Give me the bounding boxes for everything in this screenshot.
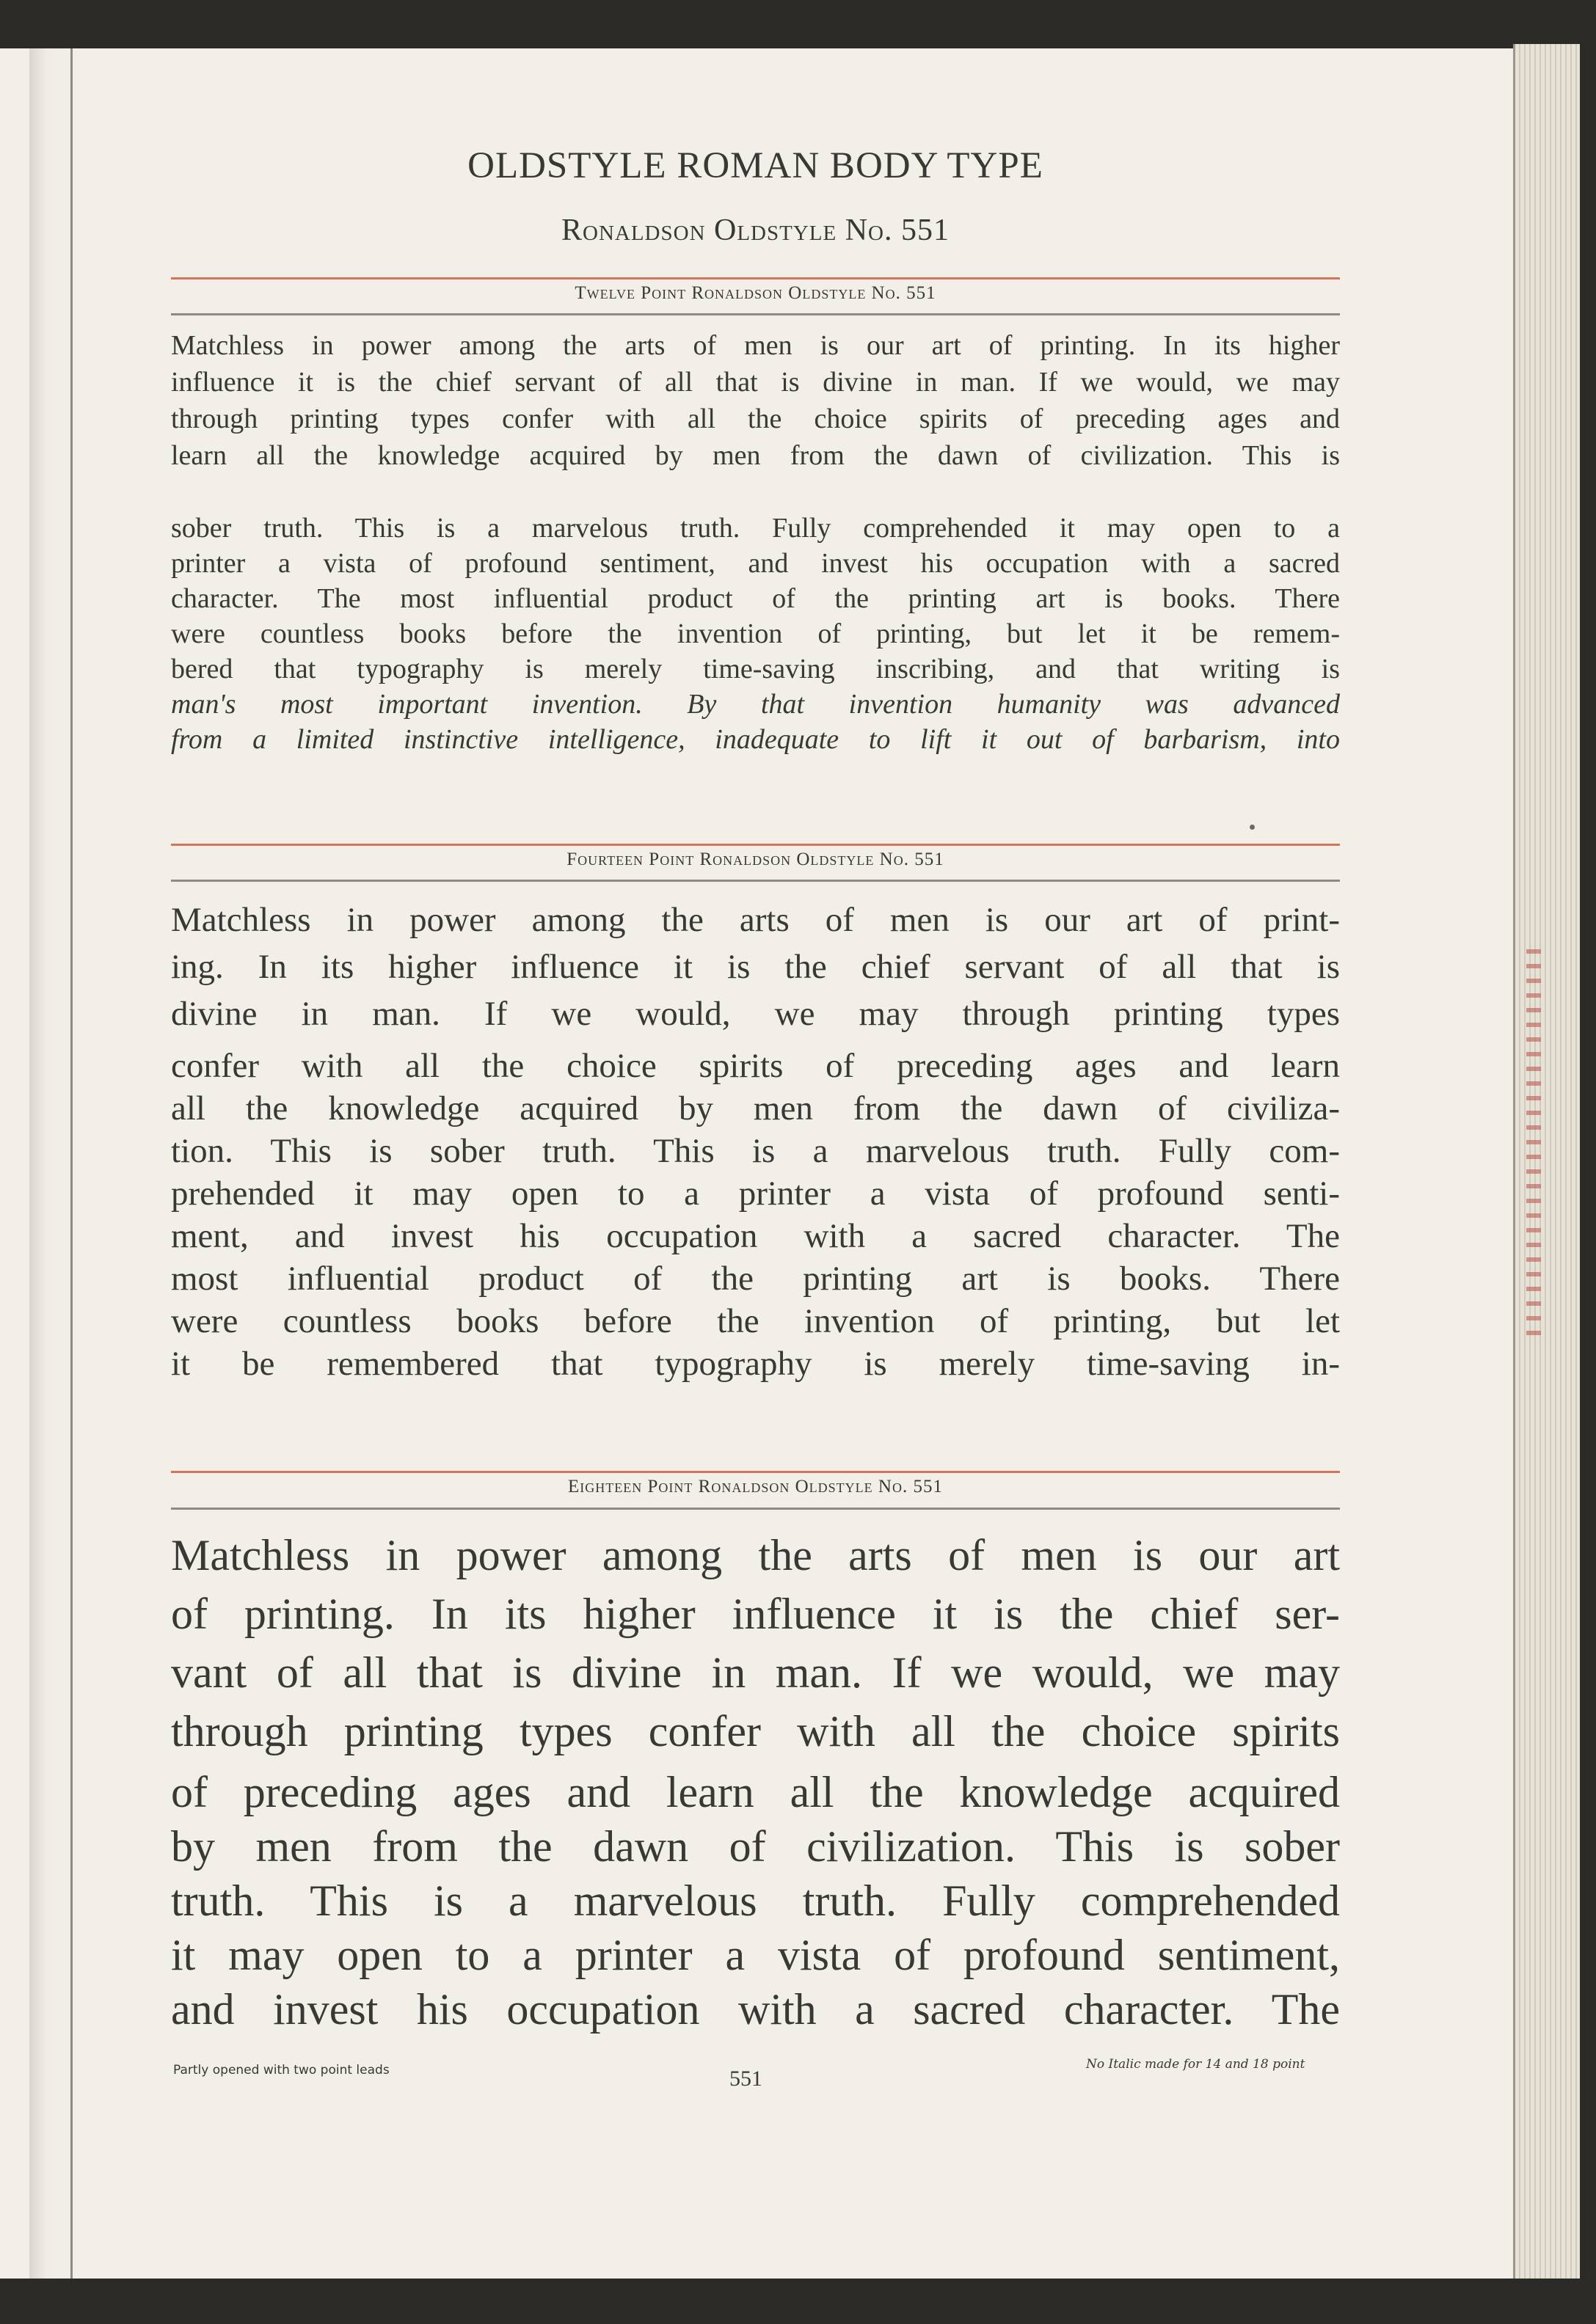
text-line: through printing types confer with all the choice spirits: [171, 1707, 1340, 1755]
text-line: ing. In its higher influence it is the chief servant of all that is: [171, 948, 1340, 986]
text-line: Matchless in power among the arts of men is our art of printing. In its higher: [171, 330, 1340, 361]
book-bottom-edge: [0, 2279, 1596, 2324]
text-line: Matchless in power among the arts of men is our art: [171, 1531, 1340, 1579]
page-gutter: [29, 48, 73, 2279]
text-line: of printing. In its higher influence it is the chief ser-: [171, 1590, 1340, 1638]
specimen-12pt: [171, 327, 1340, 474]
section-rule-top: [171, 277, 1340, 279]
specimen-18pt-solid: [171, 1765, 1340, 2036]
text-line: truth. This is a marvelous truth. Fully comprehended: [171, 1877, 1340, 1925]
text-line: were countless books before the invention of printing, but let it be remem-: [171, 618, 1340, 649]
section-rule-top: [171, 1471, 1340, 1473]
gutter-line: [70, 48, 73, 2279]
text-line: character. The most influential product of the printing art is books. There: [171, 583, 1340, 614]
text-line: most influential product of the printing art is books. There: [171, 1260, 1340, 1298]
text-line: by men from the dawn of civilization. This is sober: [171, 1822, 1340, 1871]
section-caption-14pt: Fourteen Point Ronaldson Oldstyle No. 551: [566, 849, 944, 869]
footnote-leading: Partly opened with two point leads: [173, 2063, 390, 2078]
specimen-14pt: [171, 896, 1340, 1037]
text-line: sober truth. This is a marvelous truth. Fully comprehended it may open to a: [171, 513, 1340, 544]
section-rule-top: [171, 844, 1340, 846]
specimen-18pt: [171, 1526, 1340, 1761]
text-line: bered that typography is merely time-saving inscribing, and that writing is: [171, 654, 1340, 684]
text-line: divine in man. If we would, we may through printing types: [171, 995, 1340, 1033]
text-line: all the knowledge acquired by men from the dawn of civiliza-: [171, 1089, 1340, 1128]
text-line: vant of all that is divine in man. If we would, we may: [171, 1648, 1340, 1697]
text-line: it may open to a printer a vista of profound sentiment,: [171, 1931, 1340, 1979]
page-edge-marks: [1526, 939, 1541, 1335]
section-caption-12pt: Twelve Point Ronaldson Oldstyle No. 551: [575, 283, 936, 303]
page-title: OLDSTYLE ROMAN BODY TYPE: [467, 145, 1043, 186]
text-line: and invest his occupation with a sacred character. The: [171, 1985, 1340, 2034]
page-subtitle: Ronaldson Oldstyle No. 551: [561, 213, 950, 247]
text-line: prehended it may open to a printer a vista of profound senti-: [171, 1174, 1340, 1213]
text-line-italic: from a limited instinctive intelligence, inadequate to lift it out of barbarism, into: [171, 724, 1340, 755]
page-fore-edge: [1513, 44, 1580, 2283]
section-rule-bottom: [171, 313, 1340, 315]
section-rule-bottom: [171, 880, 1340, 882]
text-line: influence it is the chief servant of all that is divine in man. If we would, we may: [171, 367, 1340, 398]
specimen-14pt-solid: [171, 1045, 1340, 1385]
text-line: were countless books before the invention of printing, but let: [171, 1302, 1340, 1340]
page-number: 551: [729, 2067, 762, 2091]
section-caption-18pt: Eighteen Point Ronaldson Oldstyle No. 551: [568, 1477, 943, 1497]
text-line: ment, and invest his occupation with a sacred character. The: [171, 1217, 1340, 1255]
text-line: confer with all the choice spirits of preceding ages and learn: [171, 1047, 1340, 1085]
text-line: Matchless in power among the arts of men is our art of print-: [171, 901, 1340, 939]
text-line: of preceding ages and learn all the knowledge acquired: [171, 1768, 1340, 1816]
text-line-italic: man's most important invention. By that invention humanity was advanced: [171, 689, 1340, 720]
footnote-italic: No Italic made for 14 and 18 point: [1086, 2057, 1305, 2072]
specimen-12pt-solid: [171, 511, 1340, 757]
text-line: learn all the knowledge acquired by men from the dawn of civilization. This is: [171, 440, 1340, 471]
text-line: it be remembered that typography is merely time-saving in-: [171, 1345, 1340, 1383]
text-line: tion. This is sober truth. This is a marvelous truth. Fully com-: [171, 1132, 1340, 1170]
text-line: printer a vista of profound sentiment, and invest his occupation with a sacred: [171, 548, 1340, 579]
section-rule-bottom: [171, 1508, 1340, 1510]
text-line: through printing types confer with all the choice spirits of preceding ages and: [171, 403, 1340, 434]
ink-dot: [1250, 825, 1255, 830]
